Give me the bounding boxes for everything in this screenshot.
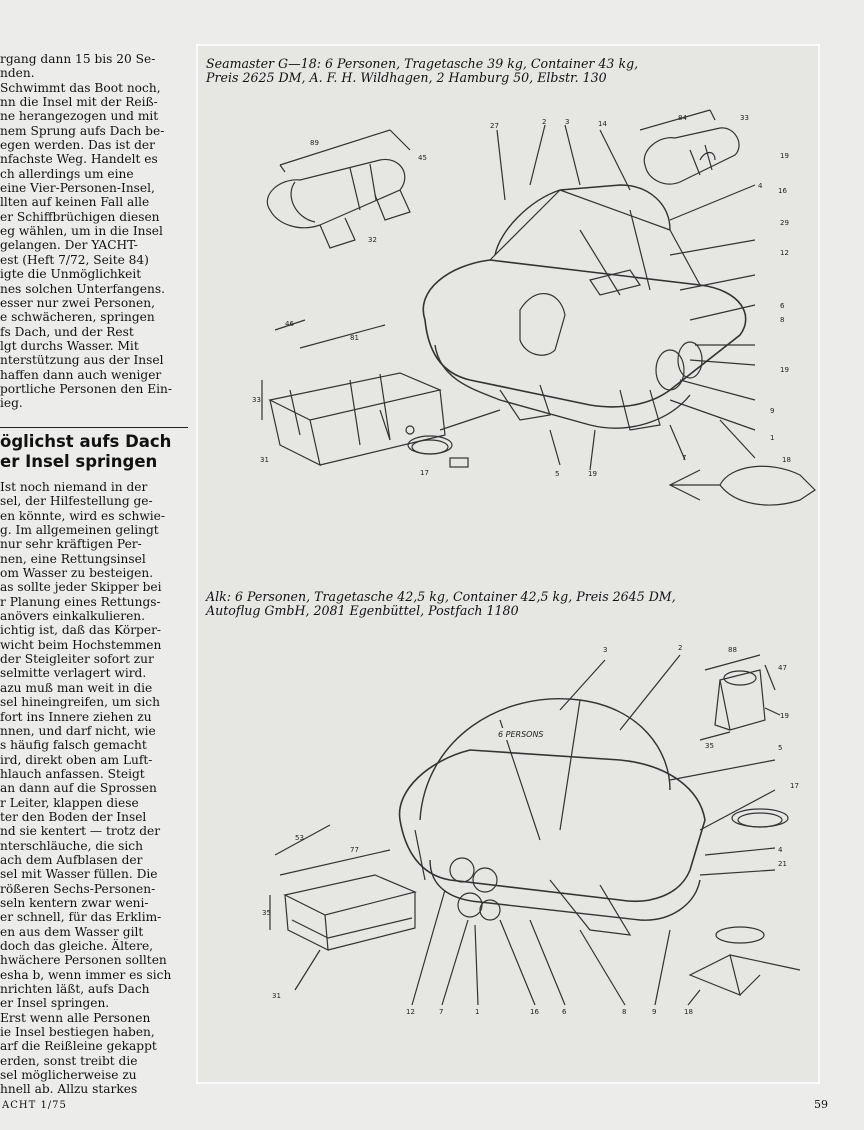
dimension-label: 84 bbox=[678, 114, 687, 122]
part-number: 32 bbox=[368, 236, 377, 244]
raft-drawing bbox=[423, 185, 745, 430]
text-line: nd sie kentert — trotz der bbox=[0, 824, 161, 839]
text-line: nrichten läßt, aufs Dach bbox=[0, 982, 150, 997]
part-number: 3 bbox=[565, 118, 570, 126]
text-line: eine Vier-Personen-Insel, bbox=[0, 181, 155, 196]
caption-seamaster bbox=[206, 57, 638, 85]
text-line: llten auf keinen Fall alle bbox=[0, 195, 150, 210]
text-line: sel, der Hilfestellung ge- bbox=[0, 494, 153, 509]
part-number: 29 bbox=[780, 219, 789, 227]
text-line: fort ins Innere ziehen zu bbox=[0, 709, 152, 724]
caption-line: Alk: 6 Personen, Tragetasche 42,5 kg, Container 42,5 kg, Preis 2645 DM, bbox=[206, 589, 676, 604]
part-number: 19 bbox=[588, 470, 597, 478]
part-number: 17 bbox=[420, 469, 429, 477]
text-line: doch das gleiche. Ältere, bbox=[0, 939, 154, 953]
dimension-label: 88 bbox=[728, 646, 737, 654]
part-number: 8 bbox=[622, 1008, 627, 1016]
text-line: ne herangezogen und mit bbox=[0, 109, 159, 124]
rope-coil-drawing bbox=[716, 809, 788, 943]
text-line: est (Heft 7/72, Seite 84) bbox=[0, 252, 149, 267]
rope-coil-drawing bbox=[408, 410, 500, 467]
text-line: ieg. bbox=[0, 396, 23, 411]
caption-alk bbox=[206, 590, 676, 618]
dimension-label: 35 bbox=[705, 742, 714, 750]
alk-illustration bbox=[200, 630, 820, 1080]
seamaster-illustration bbox=[200, 90, 820, 510]
part-number: 19 bbox=[780, 152, 789, 160]
text-line: an dann auf die Sprossen bbox=[0, 781, 157, 796]
part-number: 18 bbox=[684, 1008, 693, 1016]
dimension-label: 77 bbox=[350, 846, 359, 854]
part-number: 12 bbox=[406, 1008, 415, 1016]
part-number: 6 bbox=[562, 1008, 567, 1016]
text-line: esser nur zwei Personen, bbox=[0, 295, 155, 310]
heading-line-2: er Insel springen bbox=[0, 452, 158, 471]
text-line: selmitte verlagert wird. bbox=[0, 666, 147, 681]
caption-line: Autoflug GmbH, 2081 Egenbüttel, Postfach 1180 bbox=[206, 603, 519, 618]
text-line: portliche Personen den Ein- bbox=[0, 381, 172, 396]
part-number: 1 bbox=[475, 1008, 480, 1016]
text-line: ichtig ist, daß das Körper- bbox=[0, 623, 162, 638]
part-number: 7 bbox=[439, 1008, 444, 1016]
text-line: nfachste Weg. Handelt es bbox=[0, 152, 158, 167]
text-line: eg wählen, um in die Insel bbox=[0, 224, 163, 239]
text-line: r Planung eines Rettungs- bbox=[0, 594, 161, 609]
text-line: gelangen. Der YACHT- bbox=[0, 238, 138, 253]
text-line: sel mit Wasser füllen. Die bbox=[0, 867, 158, 882]
text-line: r Leiter, klappen diese bbox=[0, 795, 139, 810]
carry-bag-drawing bbox=[715, 670, 765, 730]
text-line: Erst wenn alle Personen bbox=[0, 1010, 151, 1025]
text-line: wicht beim Hochstemmen bbox=[0, 637, 162, 652]
part-number: 5 bbox=[555, 470, 560, 478]
text-line: nterstützung aus der Insel bbox=[0, 353, 164, 368]
part-number: 31 bbox=[260, 456, 269, 464]
text-line: nden. bbox=[0, 66, 35, 81]
part-number: 7 bbox=[682, 454, 687, 462]
text-line: nn die Insel mit der Reiß- bbox=[0, 95, 158, 110]
text-line: Ist noch niemand in der bbox=[0, 480, 148, 494]
small-bag-drawing bbox=[644, 128, 739, 184]
text-line: nur sehr kräftigen Per- bbox=[0, 537, 142, 552]
dimension-label: 89 bbox=[310, 139, 319, 147]
part-number: 21 bbox=[778, 860, 787, 868]
text-line: ach dem Aufblasen der bbox=[0, 852, 143, 867]
part-number: 16 bbox=[530, 1008, 539, 1016]
drogue-drawing bbox=[690, 955, 800, 995]
text-line: igte die Unmöglichkeit bbox=[0, 267, 142, 282]
part-number: 9 bbox=[770, 407, 775, 415]
part-number: 18 bbox=[782, 456, 791, 464]
part-number: 4 bbox=[778, 846, 783, 854]
text-line: egen werden. Das ist der bbox=[0, 138, 155, 153]
part-number: 19 bbox=[780, 712, 789, 720]
text-line: om Wasser zu besteigen. bbox=[0, 566, 154, 581]
part-number: 17 bbox=[790, 782, 799, 790]
tent-lettering: 6 PERSONS bbox=[498, 730, 544, 739]
text-line: sel hineingreifen, um sich bbox=[0, 695, 160, 710]
part-number: 5 bbox=[778, 744, 783, 752]
text-line: der Steigleiter sofort zur bbox=[0, 652, 154, 667]
text-line: ird, direkt oben am Luft- bbox=[0, 752, 153, 767]
text-line: sel möglicherweise zu bbox=[0, 1068, 137, 1083]
carry-bag-drawing bbox=[267, 159, 410, 248]
text-line: nterschläuche, die sich bbox=[0, 838, 143, 853]
text-line: s häufig falsch gemacht bbox=[0, 738, 147, 753]
caption-line: Preis 2625 DM, A. F. H. Wildhagen, 2 Hamburg 50, Elbstr. 130 bbox=[206, 70, 607, 85]
dimension-label: 81 bbox=[350, 334, 359, 342]
text-line: e schwächeren, springen bbox=[0, 310, 155, 325]
page-number: 59 bbox=[814, 1098, 828, 1111]
text-line: ter den Boden der Insel bbox=[0, 809, 147, 824]
text-line: haffen dann auch weniger bbox=[0, 367, 162, 382]
drogue-drawing bbox=[670, 466, 815, 505]
part-number: 19 bbox=[780, 366, 789, 374]
text-line: en könnte, wird es schwie- bbox=[0, 508, 165, 523]
caption-line: Seamaster G—18: 6 Personen, Tragetasche 39 kg, Container 43 kg, bbox=[206, 56, 639, 71]
part-number: 3 bbox=[603, 646, 608, 654]
part-number: 16 bbox=[778, 187, 787, 195]
part-number: 9 bbox=[652, 1008, 657, 1016]
text-line: en aus dem Wasser gilt bbox=[0, 924, 144, 939]
heading-rule bbox=[0, 427, 188, 428]
part-number: 1 bbox=[770, 434, 775, 442]
part-number: 12 bbox=[780, 249, 789, 257]
text-line: g. Im allgemeinen gelingt bbox=[0, 523, 159, 538]
text-line: Schwimmt das Boot noch, bbox=[0, 80, 161, 95]
part-number: 27 bbox=[490, 122, 499, 130]
text-line: rgang dann 15 bis 20 Se- bbox=[0, 52, 156, 66]
text-line: azu muß man weit in die bbox=[0, 680, 153, 695]
text-line: esha b, wenn immer es sich bbox=[0, 967, 172, 982]
text-line: nes solchen Unterfangens. bbox=[0, 281, 165, 296]
text-line: er Insel springen. bbox=[0, 996, 110, 1011]
part-number: 31 bbox=[272, 992, 281, 1000]
text-line: hwächere Personen sollten bbox=[0, 953, 167, 968]
text-line: ch allerdings um eine bbox=[0, 166, 134, 181]
dimension-label: 33 bbox=[252, 396, 261, 404]
dimension-label: 45 bbox=[418, 154, 427, 162]
part-number: 14 bbox=[598, 120, 607, 128]
text-line: nnen, und darf nicht, wie bbox=[0, 723, 156, 738]
text-line: as sollte jeder Skipper bei bbox=[0, 580, 162, 595]
footer-magazine: ACHT 1/75 bbox=[2, 1100, 67, 1111]
part-number: 4 bbox=[758, 182, 763, 190]
text-column-top bbox=[0, 52, 188, 411]
dimension-label: 47 bbox=[778, 664, 787, 672]
part-number: 2 bbox=[678, 644, 683, 652]
container-box-drawing bbox=[285, 875, 415, 950]
text-line: hnell ab. Allzu starkes bbox=[0, 1082, 138, 1097]
text-line: nen, eine Rettungsinsel bbox=[0, 551, 146, 566]
text-line: fs Dach, und der Rest bbox=[0, 324, 134, 339]
text-line: hlauch anfassen. Steigt bbox=[0, 766, 145, 781]
text-line: lgt durchs Wasser. Mit bbox=[0, 338, 139, 353]
container-box-drawing bbox=[270, 373, 445, 465]
dimension-label: 35 bbox=[262, 909, 271, 917]
text-line: nem Sprung aufs Dach be- bbox=[0, 123, 165, 138]
heading-line-1: öglichst aufs Dach bbox=[0, 432, 172, 451]
text-line: arf die Reißleine gekappt bbox=[0, 1039, 157, 1054]
text-line: ie Insel bestiegen haben, bbox=[0, 1025, 155, 1040]
text-column-bottom bbox=[0, 480, 188, 1097]
dimension-label: 53 bbox=[295, 834, 304, 842]
part-number: 8 bbox=[780, 316, 785, 324]
dimension-label: 46 bbox=[285, 320, 294, 328]
dimension-label: 33 bbox=[740, 114, 749, 122]
text-line: er schnell, für das Erklim- bbox=[0, 910, 162, 925]
section-heading bbox=[0, 432, 190, 472]
part-number: 6 bbox=[780, 302, 785, 310]
part-number: 2 bbox=[542, 118, 547, 126]
text-line: seln kentern zwar weni- bbox=[0, 895, 149, 910]
text-line: rößeren Sechs-Personen- bbox=[0, 881, 156, 896]
text-line: erden, sonst treibt die bbox=[0, 1053, 138, 1068]
text-line: anövers einkalkulieren. bbox=[0, 609, 146, 624]
text-line: er Schiffbrüchigen diesen bbox=[0, 209, 160, 224]
